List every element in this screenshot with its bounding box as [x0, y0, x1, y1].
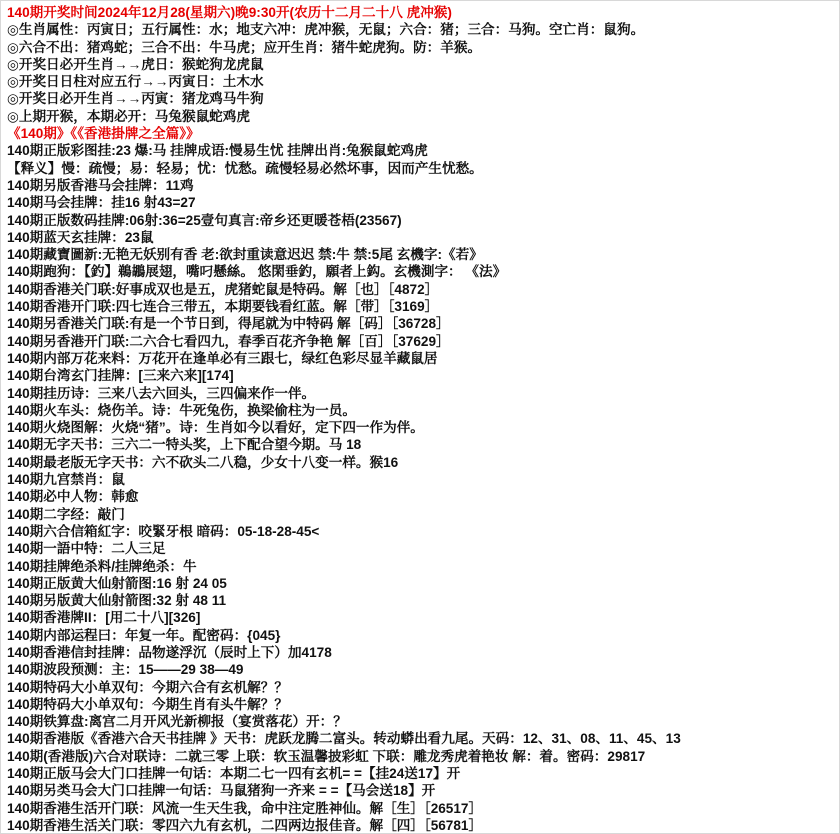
text-line: 140期正版马会大门口挂牌一句话：本期二七一四有玄机= =【挂24送17】开 — [7, 766, 461, 782]
text-line: 140期正版彩图挂:23 爆:马 挂牌成语:慢易生忧 挂牌出肖:兔猴鼠蛇鸡虎 — [7, 143, 428, 159]
text-line: 140期另版香港马会挂牌：11鸡 — [7, 177, 194, 193]
text-line: 140期香港关门联:好事成双也是五，虎猪蛇鼠是特码。解［也］［4872］ — [7, 281, 439, 297]
text-line: 140期二字经：敲门 — [7, 506, 125, 522]
text-line: 【释义】慢：疏慢；易：轻易；忧：忧愁。疏慢轻易必然坏事，因而产生忧愁。 — [7, 160, 483, 176]
text-line: 140期香港生活开门联：风流一生天生我，命中注定胜神仙。解［生］［26517］ — [7, 800, 483, 816]
text-line: 140期香港生活关门联：零四六九有玄机，二四两边报佳音。解［四］［56781］ — [7, 817, 483, 833]
text-line: 140期另香港开门联:二六合七看四九，春季百花齐争艳 解［百］［37629］ — [7, 333, 450, 349]
text-line: 140期最老版无字天书：六不砍头二八稳，少女十八变一样。猴16 — [7, 454, 399, 470]
text-line: 140期火烧图解：火烧“猪”。诗：生肖如今以看好，定下四一作为伴。 — [7, 420, 424, 436]
text-line: ◎生肖属性：丙寅日；五行属性：水；地支六冲：虎冲猴，无鼠；六合：猪；三合：马狗。空亡肖：鼠狗。 — [7, 22, 645, 38]
heading-line: 《140期》《《香港掛牌之全篇》》 — [7, 126, 200, 142]
text-line: 140期(香港版)六合对联诗：二就三零 上联：软玉温馨披彩虹 下联：雕龙秀虎着艳妆 解：着。密码：29817 — [7, 748, 646, 764]
text-line: 140期藏寶圖新:无艳无妖别有香 老:欲封重读意迟迟 禁:牛 禁:5尾 玄機字:《若》 — [7, 247, 483, 263]
text-line: 140期正版数码挂牌:06射:36=25壹句真言:帝乡还更暖苍梧(23567) — [7, 212, 402, 228]
text-line: 140期蓝天玄挂牌：23鼠 — [7, 229, 154, 245]
text-line: ◎六合不出：猪鸡蛇；三合不出：牛马虎；应开生肖：猪牛蛇虎狗。防：羊猴。 — [7, 39, 482, 55]
text-line: 140期另版黄大仙射箭图:32 射 48 11 — [7, 593, 227, 609]
text-line: 140期另类马会大门口挂牌一句话：马鼠猪狗一齐来 = =【马会送18】开 — [7, 783, 436, 799]
text-line: 140期香港版《香港六合天书挂牌 》天书：虎跃龙腾二富头。转动蟒出看九尾。天码：12、31、08、11、45、13 — [7, 731, 681, 747]
text-line: 140期必中人物：韩愈 — [7, 489, 139, 505]
heading-line: 140期开奖时间2024年12月28(星期六)晚9:30开(农历十二月二十八 虎冲猴) — [7, 5, 452, 20]
text-line: 140期香港信封挂牌：品物遂浮沉（辰时上下）加4178 — [7, 644, 332, 660]
text-line: 140期特码大小单双句：今期六合有玄机解？？ — [7, 679, 288, 695]
text-line: 140期挂历诗：三来八去六回头，三四偏来作一伴。 — [7, 385, 316, 401]
text-line: ◎开奖日必开生肖→→虎日：猴蛇狗龙虎鼠 — [7, 56, 264, 72]
text-line: 140期火车头：烧伤羊。诗：牛死兔伤，换梁偷柱为一员。 — [7, 402, 356, 418]
text-line: ◎开奖日日柱对应五行→→丙寅日：土木水 — [7, 74, 264, 90]
text-lines-container — [7, 4, 839, 834]
text-line: 140期正版黄大仙射箭图:16 射 24 05 — [7, 575, 227, 591]
text-line: ◎上期开猴，本期必开：马兔猴鼠蛇鸡虎 — [7, 108, 250, 124]
text-line: 140期内部万花来料：万花开在逢单必有三跟七，绿红色彩尽显羊藏鼠居 — [7, 350, 438, 366]
text-line: 140期跑狗：【釣】鵜鶘展翅，嘴叼懸絲。 悠閑垂釣，願者上鈎。玄機測字： 《法》 — [7, 264, 507, 280]
text-line: 140期波段预测：主：15——29 38—49 — [7, 662, 244, 678]
text-line: ◎开奖日必开生肖→→丙寅：猪龙鸡马牛狗 — [7, 91, 264, 107]
text-line: 140期铁算盘:离宫二月开风光新柳报（宴赏落花）开：？ — [7, 714, 347, 730]
text-line: 140期九宫禁肖：鼠 — [7, 472, 125, 488]
text-line: 140期挂牌绝杀料/挂牌绝杀：牛 — [7, 558, 197, 574]
text-line: 140期一語中特：二人三足 — [7, 541, 166, 557]
text-line: 140期马会挂牌：挂16 射43=27 — [7, 195, 196, 211]
text-line: 140期另香港关门联:有是一个节日到，得尾就为中特码 解［码］［36728］ — [7, 316, 450, 332]
text-line: 140期香港开门联:四七连合三带五，本期要钱看红蓝。解［带］［3169］ — [7, 299, 439, 315]
text-line: 140期香港牌II：[用二十八][326] — [7, 610, 201, 626]
text-line: 140期无字天书：三六二一特头奖，上下配合望今期。马 18 — [7, 437, 362, 453]
text-line: 140期台湾玄门挂牌：[三来六来][174] — [7, 368, 234, 384]
text-line: 140期特码大小单双句：今期生肖有头牛解？？ — [7, 696, 288, 712]
text-line: 140期内部运程曰：年复一年。配密码：{045} — [7, 627, 281, 643]
text-line: 140期六合信箱紅字：咬緊牙根 暗码：05-18-28-45< — [7, 523, 320, 539]
